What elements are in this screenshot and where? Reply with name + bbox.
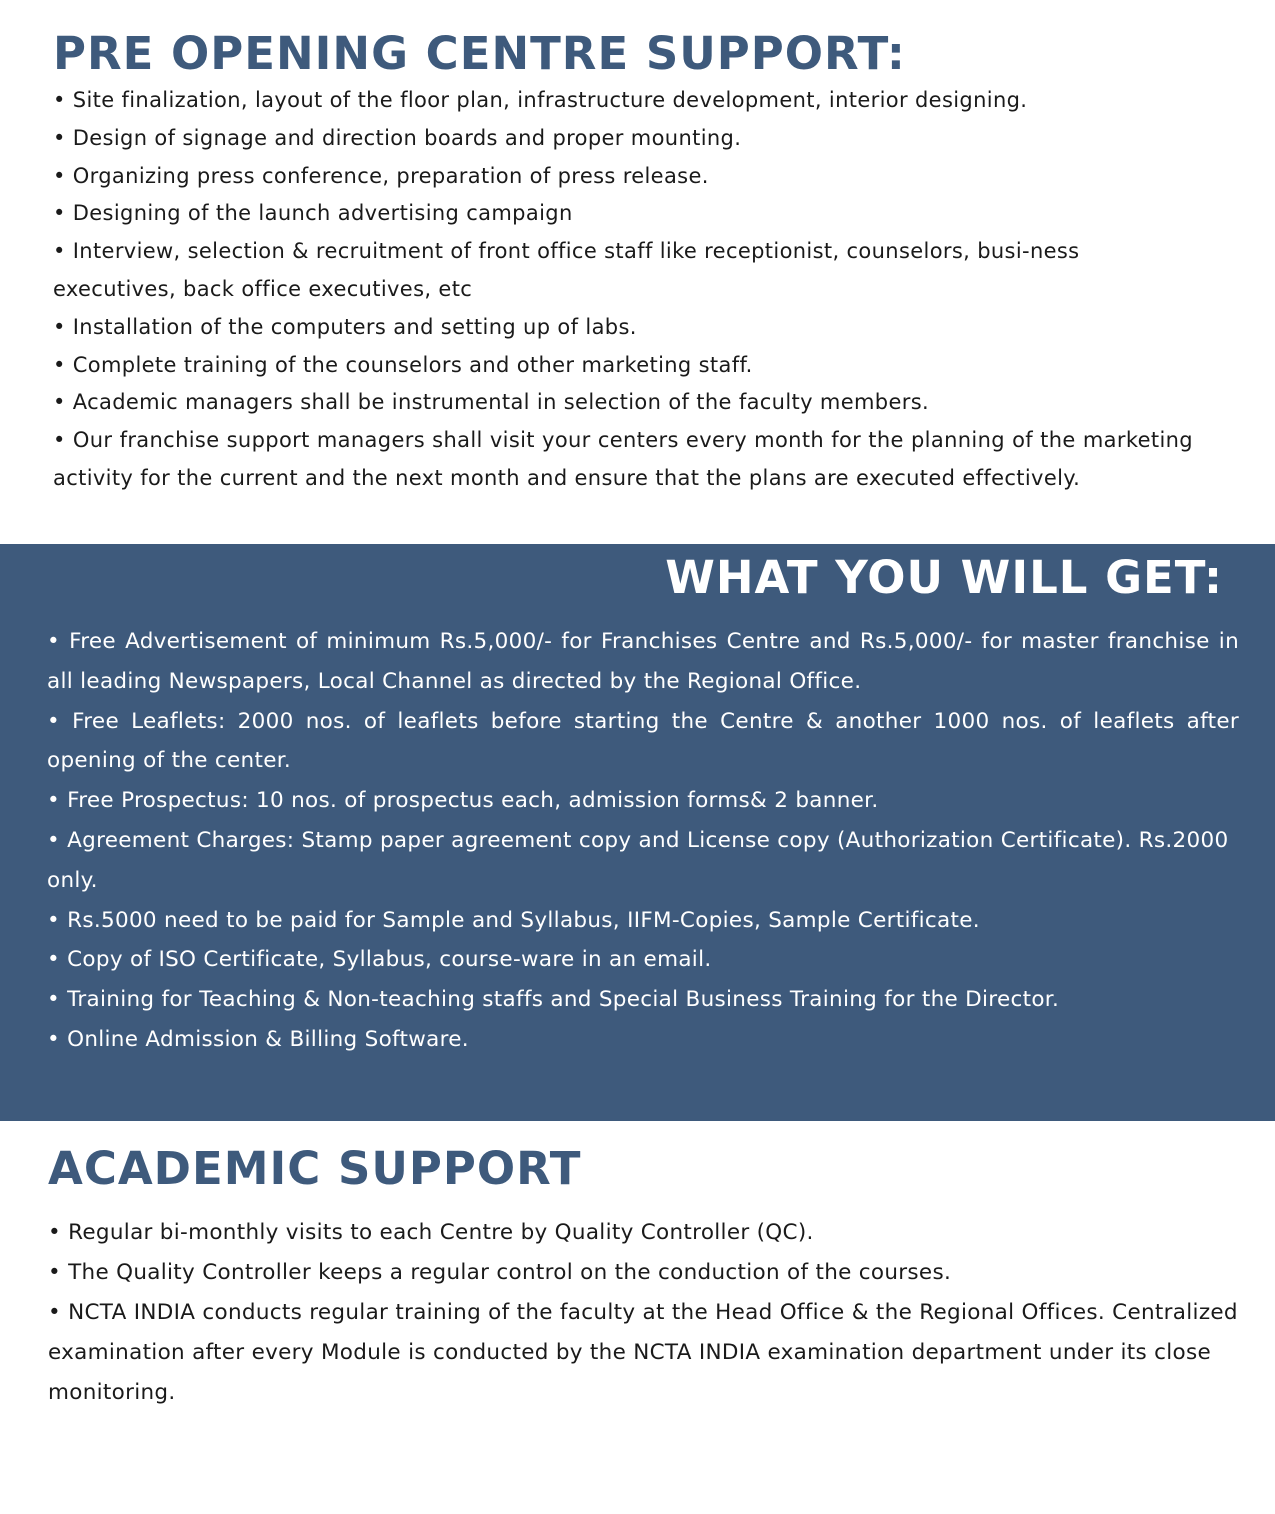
list-item: • The Quality Controller keeps a regular control on the conduction of the courses.	[48, 1260, 952, 1285]
list-item: • Academic managers shall be instrumental in selection of the faculty members.	[53, 390, 930, 415]
pre-opening-heading: PRE OPENING CENTRE SUPPORT:	[53, 27, 906, 80]
list-item: • Online Admission & Billing Software.	[47, 1026, 469, 1052]
list-item: • Free Leaflets: 2000 nos. of leaflets before starting the Centre & another 1000 nos. of leaflets after opening of the center.	[47, 708, 1239, 774]
list-item: • Copy of ISO Certificate, Syllabus, course-ware in an email.	[47, 947, 712, 973]
list-item: • Free Prospectus: 10 nos. of prospectus each, admission forms& 2 banner.	[47, 788, 879, 814]
list-item: • Designing of the launch advertising campaign	[53, 201, 573, 226]
what-you-get-list	[47, 622, 1239, 1060]
academic-list	[48, 1213, 1263, 1413]
list-item: • Organizing press conference, preparation of press release.	[53, 163, 709, 188]
list-item: • NCTA INDIA conducts regular training of the faculty at the Head Office & the Regional Offices. Centralized examination after every Module is conducted by the NCTA INDIA examination department under its close monitoring.	[48, 1300, 1238, 1405]
academic-heading: ACADEMIC SUPPORT	[48, 1142, 582, 1195]
list-item: • Rs.5000 need to be paid for Sample and Syllabus, IIFM-Copies, Sample Certificate.	[47, 907, 980, 933]
list-item: • Design of signage and direction boards and proper mounting.	[53, 125, 742, 150]
list-item: • Installation of the computers and setting up of labs.	[53, 314, 637, 339]
what-you-get-heading: WHAT YOU WILL GET:	[665, 551, 1223, 604]
list-item: • Our franchise support managers shall visit your centers every month for the planning of the marketing activity for the current and the next month and ensure that the plans are executed effectively.	[53, 428, 1193, 490]
list-item: • Interview, selection & recruitment of front office staff like receptionist, counselors, busi-ness executives, back office executives, etc	[53, 239, 1080, 301]
list-item: • Complete training of the counselors and other marketing staff.	[53, 352, 753, 377]
list-item: • Site finalization, layout of the floor plan, infrastructure development, interior designing.	[53, 88, 1028, 112]
pre-opening-support-section	[0, 0, 1275, 544]
pre-opening-list	[53, 82, 1193, 498]
list-item: • Free Advertisement of minimum Rs.5,000/- for Franchises Centre and Rs.5,000/- for master franchise in all leading Newspapers, Local Channel as directed by the Regional Office.	[47, 629, 1239, 694]
what-you-get-section	[0, 544, 1275, 1121]
list-item: • Training for Teaching & Non-teaching staffs and Special Business Training for the Director.	[47, 987, 1060, 1013]
academic-support-section	[0, 1121, 1275, 1514]
list-item: • Regular bi-monthly visits to each Centre by Quality Controller (QC).	[48, 1220, 814, 1245]
list-item: • Agreement Charges: Stamp paper agreement copy and License copy (Authorization Certificate). Rs.2000 only.	[47, 827, 1229, 893]
